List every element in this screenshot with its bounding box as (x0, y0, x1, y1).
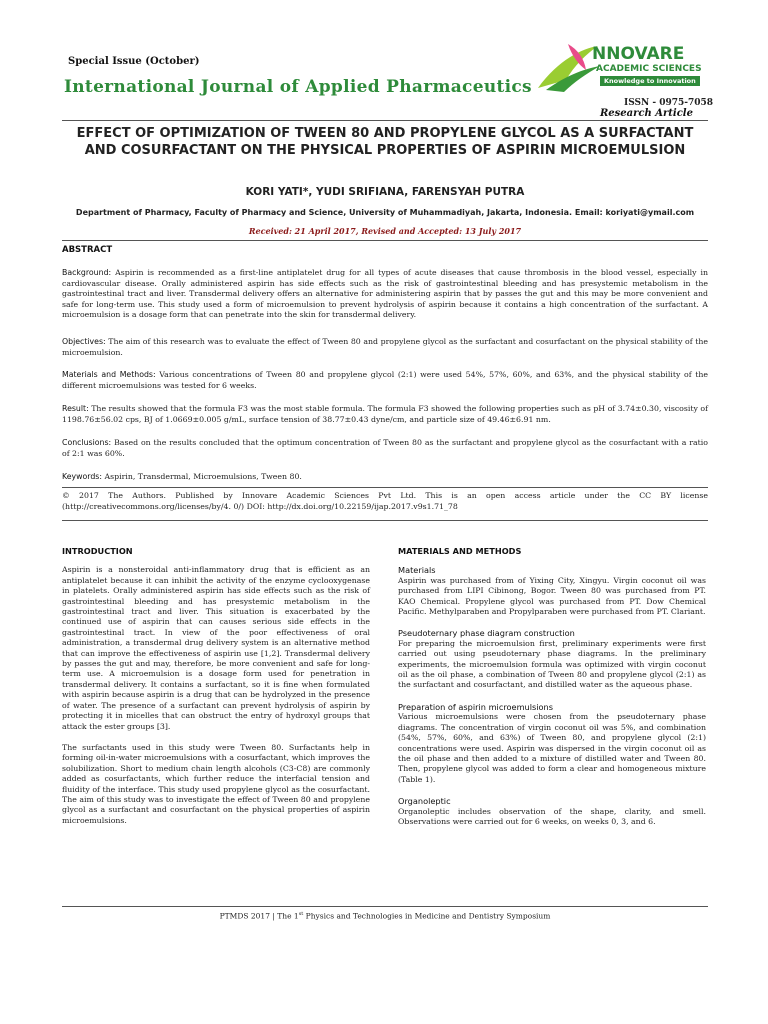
preparation-subheading: Preparation of aspirin microemulsions (398, 701, 554, 712)
methods-heading: MATERIALS AND METHODS (398, 546, 522, 556)
result-label: Result: (62, 404, 89, 413)
materials-paragraph: Aspirin was purchased from of Yixing City, Xingyu. Virgin coconut oil was purchased from LIPI Cibinong, Bogor. Tween 80 was purchased from PT. KAO Chemical. Propylene glycol was purchased from PT. Dow Chemical Pacific. Methylparaben and Propylparaben were purchased from PT. Clariant. (398, 575, 706, 617)
keywords-text: Aspirin, Transdermal, Microemulsions, Tween 80. (102, 472, 302, 481)
methods-label: Materials and Methods: (62, 370, 156, 379)
article-type: Research Article (600, 108, 693, 119)
materials-subheading: Materials (398, 565, 436, 576)
affiliation: Department of Pharmacy, Faculty of Pharmacy and Science, University of Muhammadiyah, Jakarta, Indonesia. Email: koriyati@ymail.com (75, 208, 695, 217)
background-text: Aspirin is recommended as a first-line antiplatelet drug for all types of acute diseases that cause thrombosis in the blood vessel, especially in cardiovascular disease. Orally administered aspirin has side effects such as the risk of gastrointestinal bleeding and has presystemic metabolism in the gastrointestinal tract and liver. Transdermal delivery offers an alternative for administering aspirin that by passes the gut and this may be more convenient and safe for long-term use. This study used a form of microemulsion to prevent hydrolysis of aspirin because it contains a high concentration of the surfactant. A microemulsion is a dosage form that can penetrate into the skin for transdermal delivery. (62, 268, 708, 319)
background-label: Background: (62, 268, 112, 277)
article-dates: Received: 21 April 2017, Revised and Accepted: 13 July 2017 (248, 226, 522, 236)
abstract-bottom-divider (62, 487, 708, 488)
abstract-keywords (62, 472, 708, 483)
conclusions-text: Based on the results concluded that the optimum concentration of Tween 80 as the surfactant and propylene glycol as the cosurfactant with a ratio of 2:1 was 60%. (62, 438, 708, 458)
logo-tagline: Knowledge to Innovation (600, 76, 700, 86)
footer-text (62, 911, 708, 921)
abstract-result (62, 404, 708, 425)
introduction-heading: INTRODUCTION (62, 546, 133, 556)
objectives-label: Objectives: (62, 337, 106, 346)
header-divider (62, 120, 708, 121)
journal-title: International Journal of Applied Pharmaceutics (64, 77, 532, 97)
keywords-label: Keywords: (62, 472, 102, 481)
abstract-heading: ABSTRACT (62, 245, 113, 255)
footer-pre: PTMDS 2017 | The 1 (219, 911, 299, 921)
issn: ISSN - 0975-7058 (624, 98, 714, 108)
footer-divider (62, 906, 708, 907)
publisher-logo (528, 40, 708, 100)
abstract-top-divider (62, 240, 708, 241)
logo-subtext: ACADEMIC SCIENCES (596, 64, 702, 74)
pseudoternary-subheading: Pseudoternary phase diagram construction (398, 628, 575, 639)
pseudoternary-paragraph: For preparing the microemulsion first, preliminary experiments were first carried out using pseudoternary phase diagrams. In the preliminary experiments, the microemulsion formula was optimized with virgin coconut oil as the oil phase, a combination of Tween 80 and propylene glycol (2:1) as the surfactant and cosurfactant, and distilled water as the aqueous phase. (398, 638, 706, 690)
logo-text: NNOVARE (592, 44, 685, 64)
abstract-conclusions (62, 438, 708, 459)
organoleptic-subheading: Organoleptic (398, 796, 451, 807)
footer-sup: st (298, 911, 304, 917)
result-text: The results showed that the formula F3 was the most stable formula. The formula F3 showed the following properties such as pH of 3.74±0.30, viscosity of 1198.76±56.02 cps, BJ of 1.0669±0.005 g/mL, surface tension of 38.77±0.43 dyne/cm, and particle size of 49.46±6.91 nm. (62, 404, 708, 424)
authors: KORI YATI*, YUDI SRIFIANA, FARENSYAH PUTRA (245, 186, 525, 198)
license-statement: © 2017 The Authors. Published by Innovare Academic Sciences Pvt Ltd. This is an open access article under the CC BY license (http://creativecommons.org/licenses/by/4. 0/) DOI: http://dx.doi.org/10.22159/ijap.2017.v9s1.71_78 (62, 491, 708, 511)
article-title: EFFECT OF OPTIMIZATION OF TWEEN 80 AND PROPYLENE GLYCOL AS A SURFACTANT AND COSURFACTANT ON THE PHYSICAL PROPERTIES OF ASPIRIN MICROEMULSION (76, 126, 694, 158)
preparation-paragraph: Various microemulsions were chosen from the pseudoternary phase diagrams. The concentration of virgin coconut oil was 5%, and combination (54%, 57%, 60%, and 63%) of Tween 80, and propylene glycol (2:1) concentrations were used. Aspirin was dispersed in the virgin coconut oil as the oil phase and then added to a mixture of distilled water and Tween 80. Then, propylene glycol was added to form a clear and homogeneous mixture (Table 1). (398, 712, 706, 784)
abstract-objectives (62, 337, 708, 358)
special-issue-label: Special Issue (October) (68, 56, 200, 67)
license-divider (62, 520, 708, 521)
abstract-background (62, 268, 708, 321)
abstract-methods (62, 370, 708, 391)
methods-text: Various concentrations of Tween 80 and propylene glycol (2:1) were used 54%, 57%, 60%, and 63%, and the physical stability of the different microemulsions was tested for 6 weeks. (62, 370, 708, 390)
organoleptic-paragraph: Organoleptic includes observation of the shape, clarity, and smell. Observations were carried out for 6 weeks, on weeks 0, 3, and 6. (398, 806, 706, 826)
objectives-text: The aim of this research was to evaluate the effect of Tween 80 and propylene glycol as the surfactant and cosurfactant on the physical stability of the microemulsion. (62, 337, 708, 357)
introduction-paragraph-2: The surfactants used in this study were Tween 80. Surfactants help in forming oil-in-water microemulsions with a cosurfactant, which improves the solubilization. Short to medium chain length alcohols (C3-C8) are commonly added as cosurfactants, which further reduce the interfacial tension and fluidity of the interface. This study used propylene glycol as the cosurfactant. The aim of this study was to investigate the effect of Tween 80 and propylene glycol as a surfactant and cosurfactant on the physical properties of aspirin microemulsions. (62, 742, 370, 825)
footer-post: Physics and Technologies in Medicine and Dentistry Symposium (303, 911, 551, 921)
right-column (398, 546, 706, 827)
left-column (62, 546, 370, 826)
introduction-paragraph-1: Aspirin is a nonsteroidal anti-inflammatory drug that is efficient as an antiplatelet because it can inhibit the activity of the enzyme cyclooxygenase in platelets. Orally administered aspirin has side effects such as the risk of gastrointestinal bleeding and has presystemic metabolism in the gastrointestinal tract and liver. This situation is exacerbated by the continued use of aspirin that can causes serious side effects in the gastrointestinal tract. In view of the poor effectiveness of oral administration, a transdermal drug delivery system is an alternative method that can improve the effectiveness of aspirin use [1,2]. Transdermal delivery by passes the gut and may, therefore, be more convenient and safe for long-term use. A microemulsion is a dosage form used for penetration in transdermal delivery. It contains a surfactant, so it is fine when formulated with aspirin because aspirin is a drug that can be hydrolyzed in the presence of water. The presence of a surfactant can prevent hydrolysis of aspirin by protecting it in micelles that can obstruct the entry of hydroxyl groups that attack the ester groups [3]. (62, 565, 370, 731)
conclusions-label: Conclusions: (62, 438, 112, 447)
